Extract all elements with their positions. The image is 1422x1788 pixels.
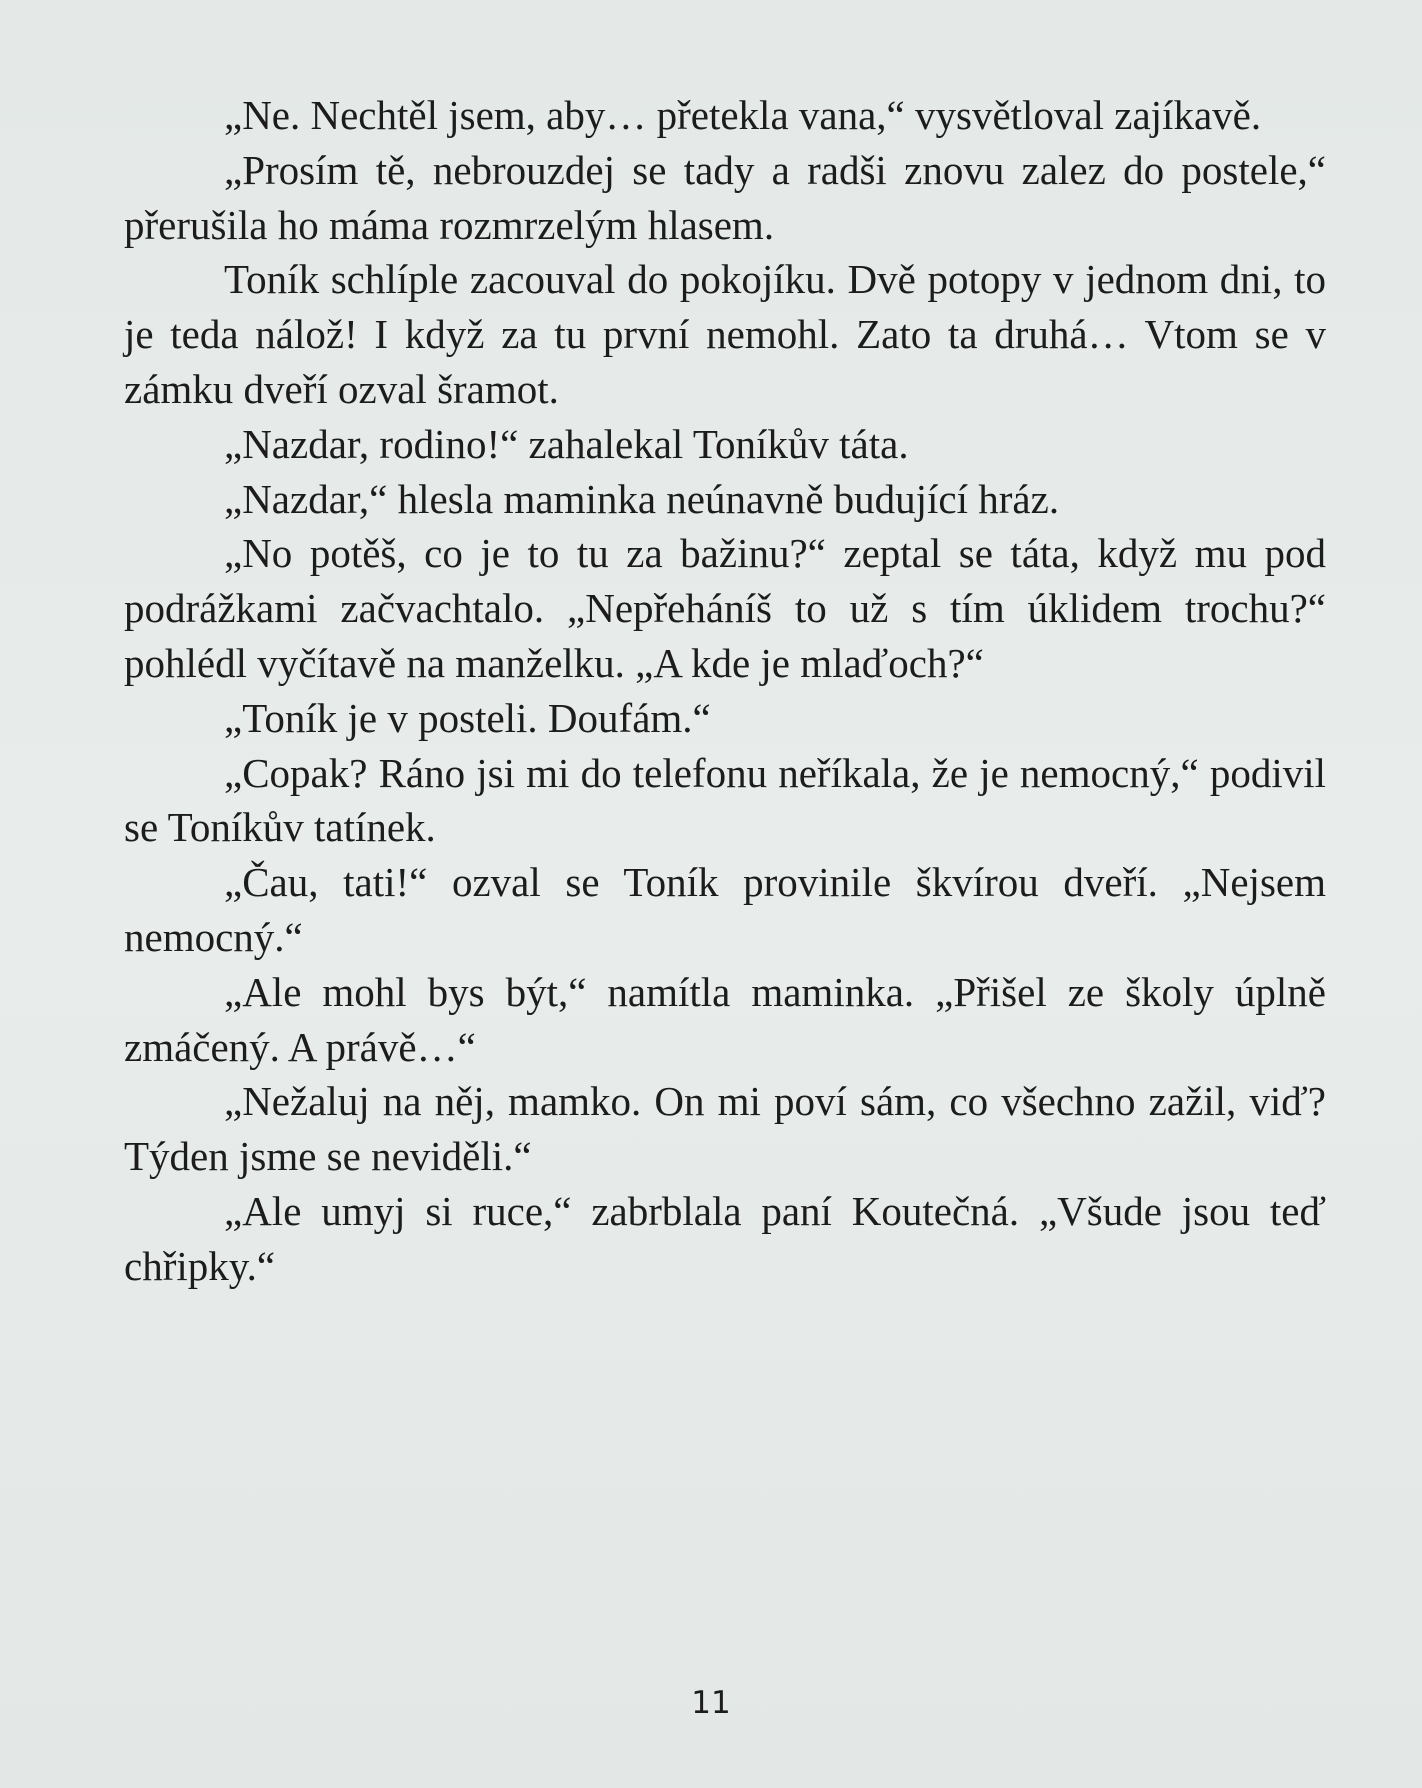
paragraph: „Čau, tati!“ ozval se Toník provinile škvírou dveří. „Nejsem nemocný.“: [124, 859, 1326, 960]
paragraph: „Copak? Ráno jsi mi do telefonu neříkala, že je nemocný,“ podivil se Toníkův tatínek.: [124, 749, 1326, 851]
paragraph: Toník schlíple zacouval do pokojíku. Dvě potopy v jednom dni, to je teda nálož! I když za tu první nemohl. Zato ta druhá… Vtom se v zámku dveří ozval šramot.: [124, 256, 1326, 412]
paragraph: „Nežaluj na něj, mamko. On mi poví sám, co všechno zažil, viď? Týden jsme se neviděli.“: [124, 1078, 1326, 1180]
paragraph: „Toník je v posteli. Doufám.“: [224, 694, 711, 741]
paragraph: „Prosím tě, nebrouzdej se tady a radši znovu zalez do postele,“ přerušila ho máma rozmrzelým hlasem.: [124, 146, 1326, 248]
paragraph: „Nazdar,“ hlesla maminka neúnavně budující hráz.: [224, 475, 1060, 522]
page-text: [124, 88, 1326, 1294]
paragraph: „Ale umyj si ruce,“ zabrblala paní Koutečná. „Všude jsou teď chřipky.“: [124, 1187, 1326, 1289]
paragraph: „Ne. Nechtěl jsem, aby… přetekla vana,“ vysvětloval zajíkavě.: [224, 92, 1262, 138]
paragraph: „No potěš, co je to tu za bažinu?“ zeptal se táta, když mu pod podrážkami začvachtalo. „Nepřeháníš to už s tím úklidem trochu?“ pohlédl vyčítavě na manželku. „A kde je mlaďoch?“: [124, 530, 1326, 686]
paragraph: „Ale mohl bys být,“ namítla maminka. „Přišel ze školy úplně zmáčený. A právě…“: [124, 968, 1326, 1070]
page-number: 11: [691, 1685, 731, 1721]
paragraph: „Nazdar, rodino!“ zahalekal Toníkův táta.: [224, 420, 909, 467]
